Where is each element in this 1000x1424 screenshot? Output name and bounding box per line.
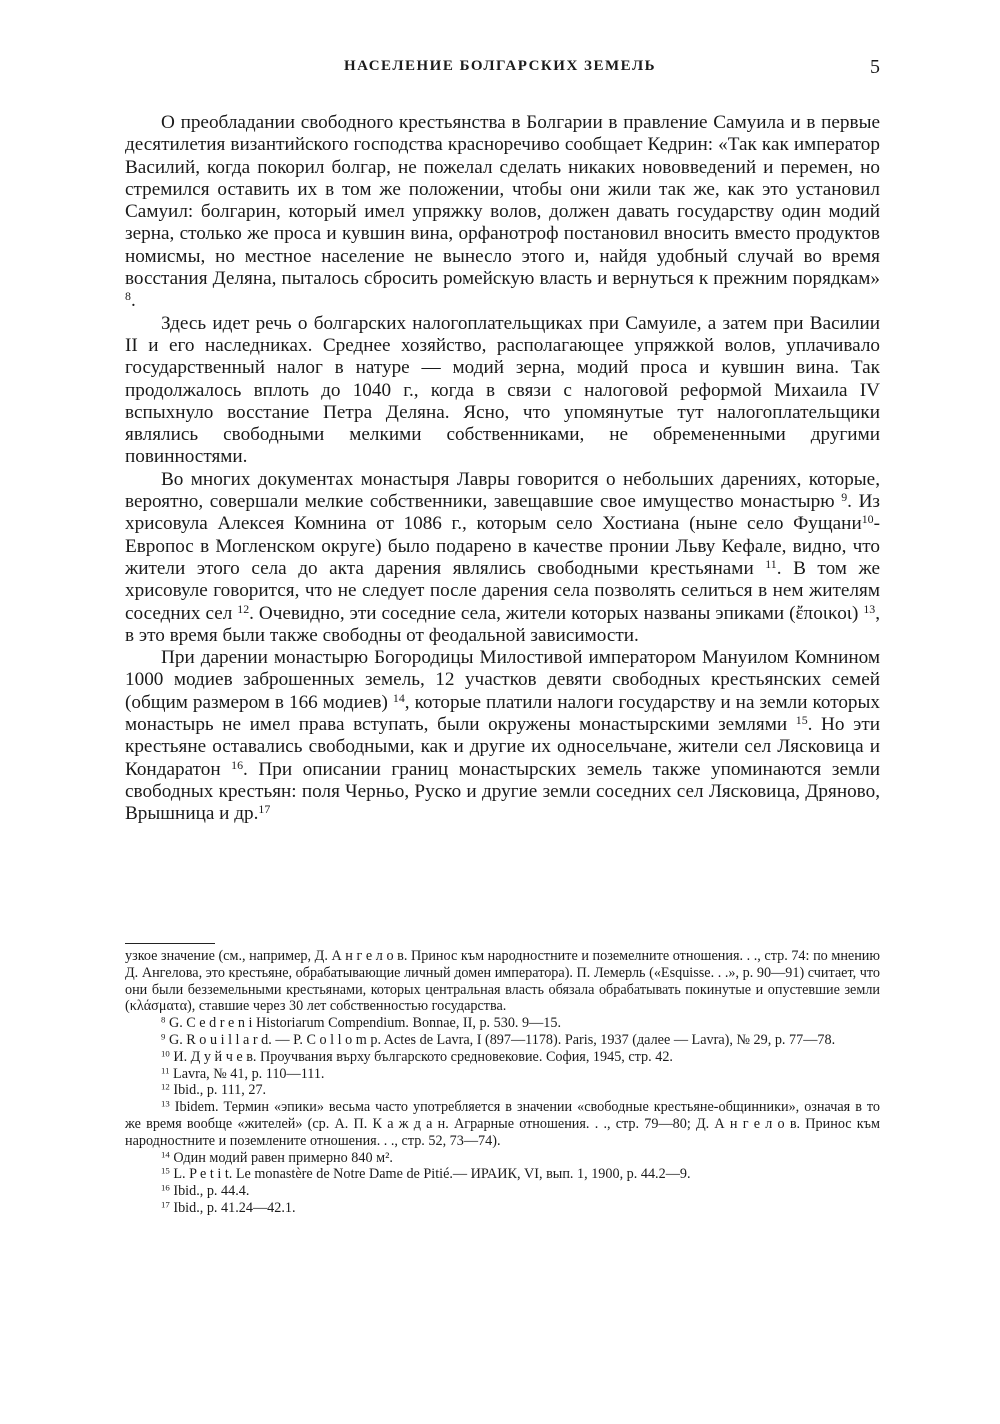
footnote-number: 10: [161, 1048, 170, 1059]
paragraph-text: . Очевидно, эти соседние села, жители которых названы эпиками (ἔποικοι): [249, 602, 859, 624]
footnote-number: 12: [161, 1081, 170, 1092]
note-ref: 17: [258, 802, 271, 817]
footnote-text: И. Д у й ч е в. Проучвания върху българското средновековие. София, 1945, стр. 42.: [173, 1048, 673, 1065]
footnote-number: 16: [161, 1182, 170, 1193]
paragraph-text: Здесь идет речь о болгарских налогоплательщиках при Самуиле, а затем при Василии II и его наследниках. Среднее хозяйство, располагающее упряжкой волов, уплачивало государственный налог в натуре — модий зерна, модий проса и кувшин вина. Так продолжалось вплоть до 1040 г., когда в связи с налоговой реформой Михаила IV вспыхнуло восстание Петра Деляна. Ясно, что упомянутые тут налогоплательщики являлись свободными мелкими собственниками, не обремененными другими повинностями.: [125, 312, 880, 468]
note-ref: 15: [795, 713, 808, 728]
footnote-number: 13: [161, 1098, 170, 1109]
paragraph-2: [125, 313, 880, 469]
footnote-number: 15: [161, 1165, 170, 1176]
page-number: 5: [870, 56, 880, 78]
footnote-number: 14: [161, 1149, 170, 1160]
running-head: [120, 58, 880, 82]
footnote-12: [125, 1082, 880, 1099]
footnote-15: [125, 1166, 880, 1183]
footnote-text: Один модий равен примерно 840 м².: [173, 1149, 393, 1166]
note-ref: 11: [765, 557, 777, 571]
note-ref: 16: [231, 757, 244, 772]
footnote-10: [125, 1049, 880, 1066]
paragraph-1: [125, 112, 880, 313]
footnote-number: 8: [161, 1014, 166, 1025]
footnote-8: [125, 1015, 880, 1032]
paragraph-text: При дарении монастырю Богородицы Милостивой императором Мануилом Комнином 1000 модиев заброшенных земель, 12 участков девяти свободных крестьянских семей (общим размером в 166 модиев): [125, 647, 880, 713]
footnote-11: [125, 1066, 880, 1083]
footnote-text: L. P e t i t. Le monastère de Notre Dame de Pitié.— ИРАИК, VI, вып. 1, 1900, p. 44.2—9.: [173, 1166, 691, 1183]
footnote-9: [125, 1032, 880, 1049]
paragraph-3: [125, 469, 880, 647]
footnote-text: Ibidem. Термин «эпики» весьма часто употребляется в значении «свободные крестьяне-общинники», означая в то же время вообще «жителей» (ср. А. П. К а ж д а н. Аграрные отношения. . ., стр. 79—80; Д. А н г е л о в. Принос към народностните и поземлените отношения. . ., стр. 52, 73—74).: [125, 1099, 880, 1149]
footnote-text: Ibid., p. 41.24—42.1.: [173, 1199, 296, 1216]
note-ref: 8: [125, 289, 131, 304]
footnote-text: G. C e d r e n i Historiarum Compendium. Bonnae, II, p. 530. 9—15.: [168, 1015, 562, 1032]
footnote-17: [125, 1200, 880, 1217]
footnote-number: 9: [161, 1031, 166, 1042]
note-ref: 14: [392, 690, 405, 705]
footnote-separator: [125, 943, 215, 944]
footnote-text: Ibid., p. 111, 27.: [173, 1082, 267, 1099]
footnotes: [125, 948, 880, 1217]
paragraph-text: -Европос в Могленском округе) было подарено в качестве пронии Льву Кефале, видно, что жители этого села до акта дарения являлись свободными крестьянами: [125, 513, 880, 579]
footnote-13: [125, 1099, 880, 1149]
paragraph-text: . Из хрисовула Алексея Комнина от 1086 г., которым село Хостиана (ныне село Фущани: [125, 491, 881, 535]
running-title: НАСЕЛЕНИЕ БОЛГАРСКИХ ЗЕМЕЛЬ: [343, 58, 657, 74]
note-ref: 13: [863, 601, 876, 616]
footnote-16: [125, 1183, 880, 1200]
footnote-14: [125, 1150, 880, 1167]
paragraph-4: [125, 647, 880, 825]
footnote-continuation: узкое значение (см., например, Д. А н г е л о в. Принос към народностните и поземелните отношения. . ., стр. 74: по мнению Д. Ангелова, это крестьяне, обрабатывающие личный домен императора). П. Лемерль («Esquisse. . .», p. 90—91) считает, что они были безземельными крестьянами, которых центральная власть обязала обрабатывать покинутые и опустевшие земли (κλάσματα), ставшие через 30 лет собственностью государства.: [125, 948, 880, 1015]
note-ref: 10: [861, 512, 874, 527]
footnote-number: 11: [161, 1065, 170, 1076]
paragraph-text: . В том же хрисовуле говорится, что не следует после дарения села позволять селиться в нем жителям соседних сел: [125, 557, 881, 624]
paragraph-text: , которые платили налоги государству и на земли которых монастырь не имел права вступать, были окружены монастырскими землями: [125, 691, 880, 736]
note-ref: 12: [237, 601, 250, 616]
footnote-text: Lavra, № 41, p. 110—111.: [173, 1065, 325, 1082]
footnote-text: G. R o u i l l a r d. — P. C o l l o m p. Actes de Lavra, I (897—1178). Paris, 1937 (далее — Lavra), № 29, p. 77—78.: [168, 1031, 836, 1048]
paragraph-text: , в это время были также свободны от феодальной зависимости.: [125, 602, 881, 646]
paragraph-text: .: [130, 290, 136, 312]
footnote-text: Ibid., p. 44.4.: [173, 1183, 250, 1200]
body-text: [125, 112, 880, 826]
paragraph-text: . При описании границ монастырских земель также упоминаются земли свободных крестьян: поля Черньо, Руско и другие земли соседних сел Лясковица, Дряново, Врышница и др.: [125, 758, 881, 825]
paragraph-text: . Но эти крестьяне оставались свободными, как и другие их односельчане, жители сел Лясковица и Кондаратон: [125, 714, 881, 780]
paragraph-text: Во многих документах монастыря Лавры говорится о небольших дарениях, которые, вероятно, совершали мелкие собственники, завещавшие свое имущество монастырю: [125, 468, 880, 513]
footnote-number: 17: [161, 1199, 170, 1210]
paragraph-text: О преобладании свободного крестьянства в Болгарии в правление Самуила и в первые десятилетия византийского господства красноречиво сообщает Кедрин: «Так как император Василий, когда покорил болгар, не пожелал сделать никаких нововведений и перемен, но стремился оставить их в том же положении, чтобы они жили так же, как это установил Самуил: болгарин, который имел упряжку волов, должен давать государству один модий зерна, столько же проса и кувшин вина, орфанотроф постановил вносить вместо продуктов номисмы, но местное население не вынесло этого и, найдя удобный случай во время восстания Деляна, пыталось сбросить ромейскую власть и вернуться к прежним порядкам»: [125, 112, 880, 290]
note-ref: 9: [841, 490, 848, 505]
